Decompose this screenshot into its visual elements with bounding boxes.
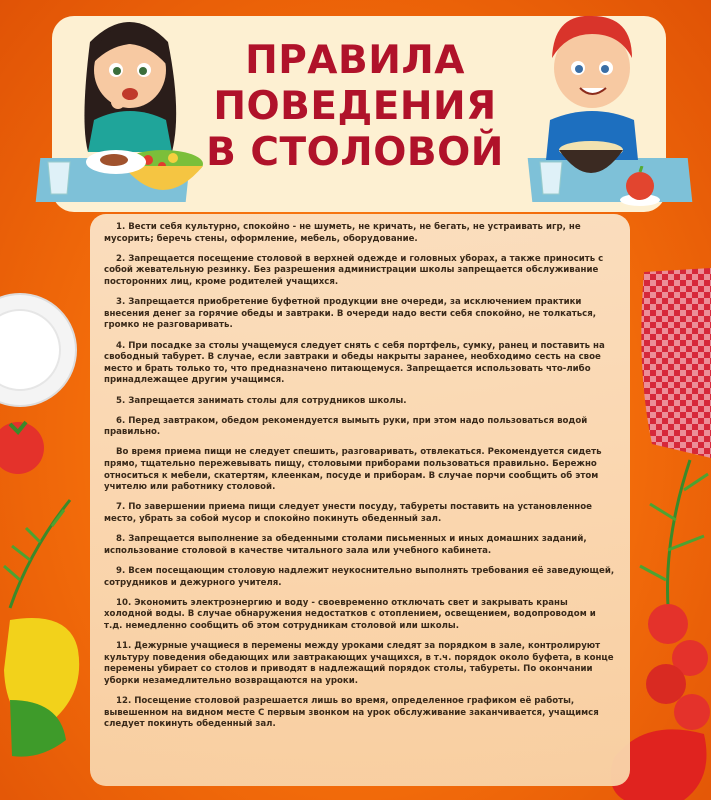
plate-icon [0, 290, 80, 410]
page-title [200, 38, 510, 176]
rule-item: 9. Всем посещающим столовую надлежит неукоснительно выполнять требования её заведующей, сотрудников и дежурного учителя. [104, 566, 615, 588]
rule-item: 12. Посещение столовой разрешается лишь во время, определенное графиком её работы, вывешенном на видном месте С первым звонком на урок обслуживание заканчивается, учащимся следует покинуть обеденный зал. [104, 696, 599, 730]
rule-item: 8. Запрещается выполнение за обеденными столами письменных и иных домашних заданий, использование столовой в качестве читального зала или учебного кабинета. [104, 534, 587, 556]
tomato-icon [0, 410, 50, 480]
meat-plate-icon [84, 146, 148, 176]
tablecloth-icon [632, 268, 711, 458]
rule-item: 6. Перед завтраком, обедом рекомендуется вымыть руки, при этом надо пользоваться водой правильно. [104, 415, 588, 438]
water-glass-icon [46, 160, 72, 196]
rule-item: 5. Запрещается занимать столы для сотрудников школы. [116, 395, 407, 406]
rule-item: Во время приема пищи не следует спешить, разговаривать, отвлекаться. Рекомендуется сидеть прямо, тщательно пережевывать пищу, столовыми приборами пользоваться правильно. Бережно относиться к мебели, скатертям, клеенкам, посуде и приборам. В случае порчи сообщить об этом учителю или работнику столовой. [104, 447, 602, 493]
dill-icon [0, 490, 80, 610]
rules-list [104, 222, 616, 740]
rule-item: 3. Запрещается приобретение буфетной продукции вне очереди, за исключением практики внесения денег за горячие обеды и завтраки. В очереди надо вести себя спокойно, не толкаться, громко не разговаривать. [104, 297, 597, 331]
rule-item: 11. Дежурные учащиеся в перемены между уроками следят за порядком в зале, контролируют культуру поведения обедающих или завтракающих учащихся, в т.ч. порядок около буфета, в конце перемены убирает со столов и приводят в надлежащий порядок столы, табуреты. По окончании уборки незамедлительно возвращаются на уроки. [104, 641, 614, 686]
title-line-3: В СТОЛОВОЙ [206, 130, 504, 175]
soup-bowl-icon [556, 138, 626, 182]
rule-item: 7. По завершении приема пищи следует унести посуду, табуреты поставить на установленное место, убрать за собой мусор и спокойно покинуть обеденный зал. [104, 502, 592, 525]
rule-item: 10. Экономить электроэнергию и воду - своевременно отключать свет и закрывать краны холодной воды. В случае обнаружения недостатков с отоплением, освещением, водопроводом и т.д. немедленно сообщить об этом сотрудникам столовой или школы. [104, 597, 596, 631]
apple-icon [618, 166, 662, 208]
rule-item: 4. При посадке за столы учащемуся следует снять с себя портфель, сумку, ранец и поставить на свободный табурет. В случае, если завтраки и обеды накрыты заранее, необходимо сесть на свое место и брать только то, что предназначено питающемуся. Запрещается использовать что-либо принадлежащее другим учащимся. [104, 340, 605, 386]
rule-item: 1. Вести себя культурно, спокойно - не шуметь, не кричать, не бегать, не устраивать игр, не мусорить; беречь стены, оформление, мебель, оборудование. [104, 222, 581, 244]
water-glass-icon [538, 160, 564, 196]
title-line-1: ПРАВИЛА [245, 38, 465, 83]
rule-item: 2. Запрещается посещение столовой в верхней одежде и головных уборах, а также приносить с собой жевательную резинку. Без разрешения администрации школы запрещается обслуживание посторонних лиц, кроме родителей учащихся. [104, 253, 604, 287]
pepper-icon [0, 610, 90, 760]
title-line-2: ПОВЕДЕНИЯ [213, 84, 497, 129]
